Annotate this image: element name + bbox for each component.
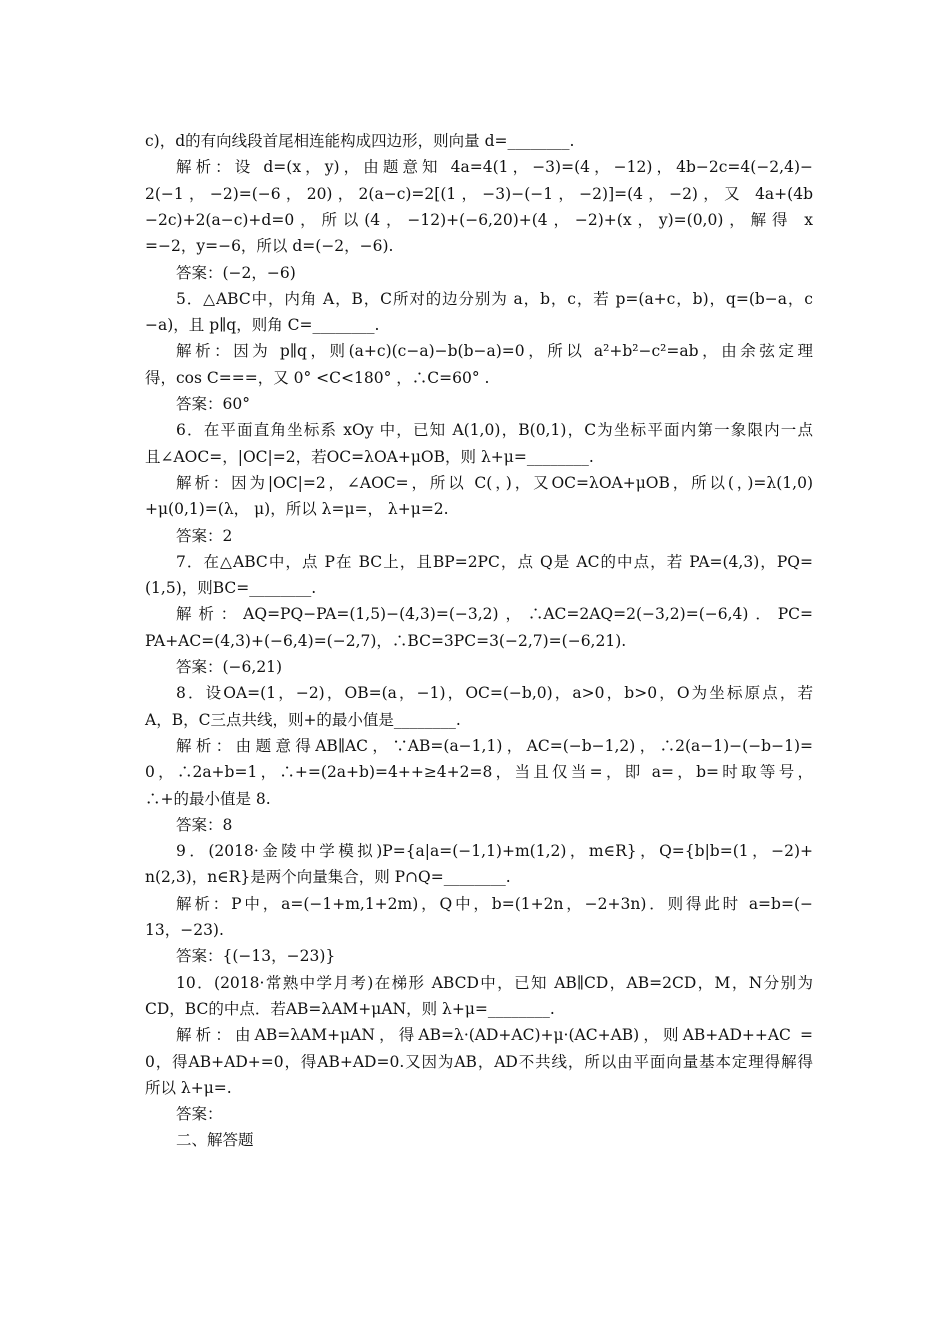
text-line: A，B，C三点共线，则+的最小值是________. [145,711,461,729]
text-line: 答案：60° [176,395,250,413]
text-line: 10．(2018·常熟中学月考)在梯形 ABCD中，已知 AB∥CD，AB=2CD，M，N分别为 [176,974,813,992]
text-line: c)，d的有向线段首尾相连能构成四边形，则向量 d=________. [145,132,575,150]
text-line: 解析：因为|OC|=2，∠AOC=，所以 C(，)，又OC=λOA+μOB，所以(，)=λ(1,0) [176,474,813,492]
text-line: 0，∴2a+b=1，∴+=(2a+b)=4++≥4+2=8，当且仅当=，即 a=，b=时取等号， [145,763,813,781]
text-line: −2c)+2(a−c)+d=0，所以(4，−12)+(−6,20)+(4，−2)+(x，y)=(0,0)，解得 x [145,211,813,229]
text-line: 13，−23). [145,921,224,939]
text-line: −a)，且 p∥q，则角 C=________. [145,316,380,334]
text-line: 所以 λ+μ=. [145,1079,232,1097]
text-line: CD，BC的中点．若AB=λAM+μAN，则 λ+μ=________. [145,1000,555,1018]
text-line: 解析：P中，a=(−1+m,1+2m)，Q中，b=(1+2n，−2+3n)．则得此时 a=b=(− [176,895,813,913]
text-line: 2(−1，−2)=(−6，20)，2(a−c)=2[(1，−3)−(−1，−2)]=(4，−2)，又 4a+(4b [145,185,813,203]
text-line: 解析：由题意得AB∥AC，∵AB=(a−1,1)，AC=(−b−1,2)，∴2(a−1)−(−b−1)= [176,737,813,755]
text-line: 8．设OA=(1，−2)，OB=(a，−1)，OC=(−b,0)，a>0，b>0，O为坐标原点，若 [176,684,813,702]
text-line: 答案：2 [176,527,233,545]
text-line: +μ(0,1)=(λ， μ)，所以 λ=μ=， λ+μ=2. [145,500,449,518]
text-line: 解析：AQ=PQ−PA=(1,5)−(4,3)=(−3,2)，∴AC=2AQ=2(−3,2)=(−6,4)．PC= [176,605,813,623]
text-line: 答案：(−2，−6) [176,264,296,282]
text-line: 二、解答题 [176,1131,254,1149]
text-line: 解析：因为 p∥q，则(a+c)(c−a)−b(b−a)=0，所以 a²+b²−c²=ab，由余弦定理 [176,342,813,360]
text-line: 9．(2018·金陵中学模拟)P={a|a=(−1,1)+m(1,2)，m∈R}，Q={b|b=(1，−2)+ [176,842,813,860]
text-line: 得，cos C===，又 0° <C<180° ，∴C=60° . [145,369,490,387]
text-line: 解析：设 d=(x，y)，由题意知 4a=4(1，−3)=(4，−12)，4b−2c=4(−2,4)− [176,158,813,176]
text-line: 且∠AOC=，|OC|=2，若OC=λOA+μOB，则 λ+μ=________. [145,448,594,466]
text-line: 答案： [176,1105,223,1123]
text-line: 0，得AB+AD+=0，得AB+AD=0.又因为AB，AD不共线，所以由平面向量基本定理得解得 [145,1053,813,1071]
text-line: 5．△ABC中，内角 A，B，C所对的边分别为 a，b，c，若 p=(a+c，b)，q=(b−a，c [176,290,813,308]
text-line: 6．在平面直角坐标系 xOy 中，已知 A(1,0)，B(0,1)，C为坐标平面内第一象限内一点 [176,421,813,439]
text-line: ∴+的最小值是 8. [145,790,271,808]
text-line: 答案：(−6,21) [176,658,283,676]
text-line: (1,5)，则BC=________. [145,579,317,597]
text-line: 答案：8 [176,816,233,834]
text-line: n(2,3)，n∈R}是两个向量集合，则 P∩Q=________. [145,868,511,886]
text-line: PA+AC=(4,3)+(−6,4)=(−2,7)，∴BC=3PC=3(−2,7)=(−6,21). [145,632,627,650]
text-line: 答案：{(−13，−23)} [176,947,336,965]
text-line: =−2，y=−6，所以 d=(−2，−6). [145,237,394,255]
text-line: 7．在△ABC中，点 P在 BC上，且BP=2PC，点 Q是 AC的中点，若 PA=(4,3)，PQ= [176,553,813,571]
text-line: 解析：由AB=λAM+μAN，得AB=λ·(AD+AC)+μ·(AC+AB)，则AB+AD++AC = [176,1026,813,1044]
